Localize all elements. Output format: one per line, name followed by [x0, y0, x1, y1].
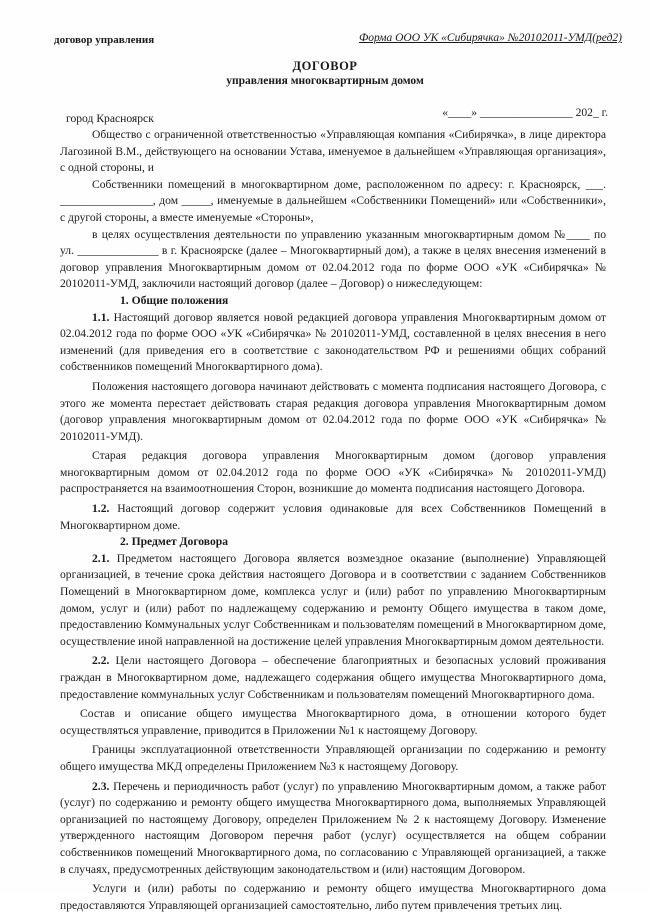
section-heading: 2. Предмет Договора	[120, 535, 229, 549]
document-body	[60, 127, 606, 914]
document-subtitle: управления многоквартирным домом	[226, 75, 424, 87]
header-doc-type: договор управления	[54, 34, 155, 46]
clause-number: 2.1.	[92, 551, 110, 565]
clause-text: Настоящий договор содержит условия одинаковые для всех Собственников Помещений в Многоквартирном доме.	[60, 502, 606, 532]
clause-paragraph	[60, 551, 606, 651]
clause-number: 1.1.	[92, 310, 110, 324]
clause-text: Предметом настоящего Договора является возмездное оказание (выполнение) Управляющей организацией, в течение срока действия настоящего Договора и в соответствии с заданием Собственников Помещений в Многоквартирном доме, комплекса услуг и (или) работ по управлению Многоквартирным домом, услуг и (или) работ по надлежащему содержанию и ремонту Общего имущества в таком доме, предоставлению Коммунальных услуг Собственникам и пользователям помещений в Многоквартирном доме, осуществление иной направленной на достижение целей управления Многоквартирным домом деятельности.	[60, 551, 606, 648]
intro-paragraph: Собственники помещений в многоквартирном доме, расположенном по адресу: г. Красноярск, ___. ________________, дом _____, именуемые в дальнейшем «Собственники Помещений» или «Собственники», с другой стороны, а вместе именуемые «Стороны»,	[60, 177, 606, 224]
body-paragraph: Услуги и (или) работы по содержанию и ремонту общего имущества Многоквартирного дома предоставляются Управляющей организацией самостоятельно, либо путем привлечения третьих лиц.	[60, 882, 606, 912]
clause-text: Настоящий договор является новой редакцией договора управления Многоквартирным домом от 02.04.2012 года по форме ООО «УК «Сибирячка» № 20102011-УМД, составленной в целях внесения в него изменений (для приведения его в соответствие с законодательством РФ и решениями общих собраний собственников помещений Многоквартирного дома).	[60, 310, 606, 374]
intro-paragraph: в целях осуществления деятельности по управлению указанным многоквартирным домом №____ по ул. ______________ в г. Красноярске (далее – Многоквартирный дом), а также в целях внесения изменений в договор управления Многоквартирным домом от 02.04.2012 года по форме ООО «УК «Сибирячка» № 20102011-УМД, заключили настоящий договор (далее – Договор) о нижеследующем:	[60, 227, 606, 291]
clause-paragraph	[60, 653, 606, 703]
city-line: город Красноярск	[66, 112, 154, 125]
clause-number: 2.3.	[92, 779, 110, 793]
intro-paragraph: Общество с ограниченной ответственностью «Управляющая компания «Сибирячка», в лице директора Лагозиной В.М., действующего на основании Устава, именуемое в дальнейшем «Управляющая организация», с одной стороны, и	[60, 128, 606, 175]
document-title: ДОГОВОР	[292, 59, 358, 73]
date-line: «____» ________________ 202_ г.	[442, 106, 608, 119]
clause-paragraph	[60, 779, 606, 879]
clause-paragraph	[60, 310, 606, 376]
clause-paragraph	[60, 501, 606, 534]
clause-number: 1.2.	[92, 502, 110, 516]
clause-number: 2.2.	[92, 654, 110, 668]
body-paragraph: Старая редакция договора управления Многоквартирным домом (договор управления многоквартирным домом от 02.04.2012 года по форме ООО «УК «Сибирячка» № 20102011-УМД) распространяется на взаимоотношения Сторон, возникшие до момента подписания настоящего Договора.	[60, 449, 606, 496]
body-paragraph: Состав и описание общего имущества Многоквартирного дома, в отношении которого будет осуществляться управление, приводится в Приложении №1 к настоящему Договору.	[60, 707, 606, 737]
body-paragraph: Границы эксплуатационной ответственности Управляющей организации по содержанию и ремонту общего имущества МКД определены Приложением №3 к настоящему Договору.	[60, 743, 606, 773]
header-form-number: Форма ООО УК «Сибирячка» №20102011-УМД(ред2)	[358, 32, 622, 44]
clause-text: Перечень и периодичность работ (услуг) по управлению Многоквартирным домом, а также работ (услуг) по содержанию и ремонту общего имущества Многоквартирного дома, выполняемых Управляющей организацией по настоящему Договору, определен Приложением № 2 к настоящему Договору. Изменение утвержденного настоящим Договором перечня работ (услуг) осуществляется на общем собрании собственников помещений Многоквартирного дома, по согласованию с Управляющей организацией, а также в случаях, предусмотренных действующим законодательством и (или) настоящим Договором.	[60, 779, 606, 876]
clause-text: Цели настоящего Договора – обеспечение благоприятных и безопасных условий проживания граждан в Многоквартирном доме, надлежащего содержания общего имущества Многоквартирного дома, предоставление коммунальных услуг Собственникам и пользователям помещений Многоквартирного дома.	[60, 654, 606, 701]
body-paragraph: Положения настоящего договора начинают действовать с момента подписания настоящего Договора, с этого же момента перестает действовать старая редакция договора управления Многоквартирным домом (договор управления многоквартирным домом от 02.04.2012 года по форме ООО «УК «Сибирячка» № 20102011-УМД).	[60, 379, 606, 443]
section-heading: 1. Общие положения	[120, 293, 229, 307]
